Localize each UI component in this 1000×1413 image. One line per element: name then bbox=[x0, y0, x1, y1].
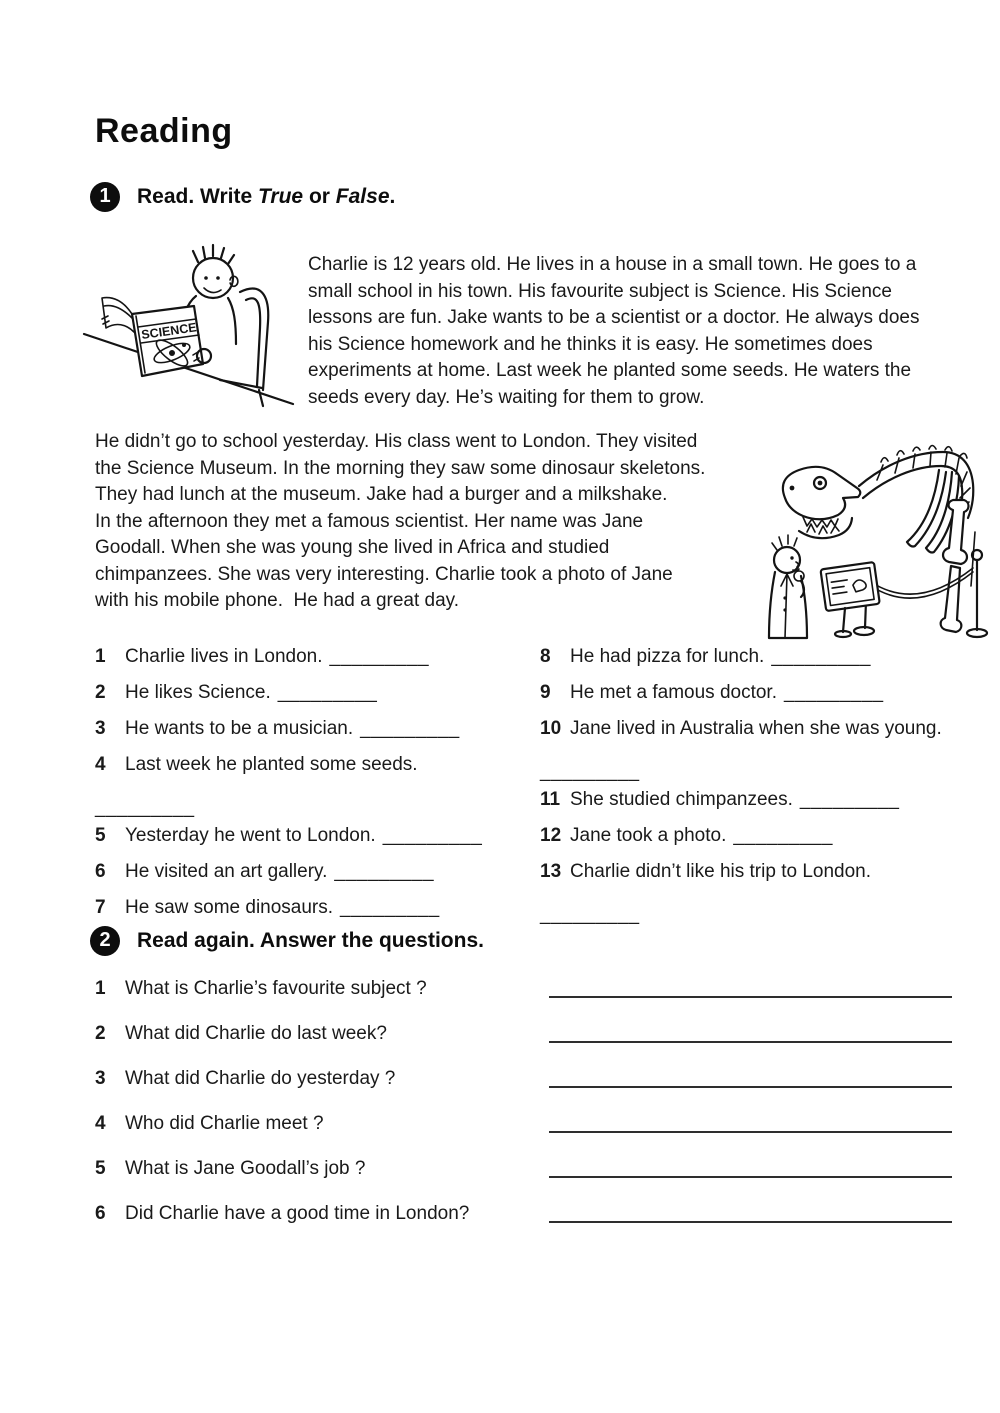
passage-line: his Science homework and he thinks it is easy. He sometimes does bbox=[308, 333, 873, 355]
page-title: Reading bbox=[95, 112, 233, 150]
question-row-4 bbox=[95, 1113, 952, 1135]
question-row-1 bbox=[95, 978, 952, 1000]
true-false-list-right bbox=[540, 646, 970, 932]
passage-line: They had lunch at the museum. Jake had a burger and a milkshake. bbox=[95, 484, 668, 505]
answer-line[interactable] bbox=[549, 1023, 952, 1043]
answer-blank[interactable]: _________ bbox=[540, 761, 640, 782]
science-book bbox=[102, 298, 211, 376]
tf-item-4 bbox=[95, 754, 540, 819]
item-number: 13 bbox=[540, 861, 562, 882]
question-number: 5 bbox=[95, 1158, 106, 1179]
item-text: He visited an art gallery. bbox=[125, 861, 328, 882]
item-number: 10 bbox=[540, 718, 562, 739]
passage-line: Goodall. When she was young she lived in Africa and studied bbox=[95, 537, 610, 558]
answer-blank[interactable]: _________ bbox=[784, 682, 884, 703]
answer-blank[interactable]: _________ bbox=[733, 825, 833, 846]
dinosaur-museum-illustration bbox=[765, 436, 995, 641]
exercise2-header bbox=[90, 926, 484, 956]
item-text: Last week he planted some seeds. bbox=[125, 754, 418, 775]
instruction-part: Read. Write bbox=[137, 185, 258, 208]
answer-blank[interactable]: _________ bbox=[95, 797, 195, 818]
passage-2 bbox=[95, 429, 705, 615]
tf-item-3 bbox=[95, 718, 540, 740]
answer-blank[interactable]: _________ bbox=[540, 904, 640, 925]
passage-line: lessons are fun. Jake wants to be a scientist or a doctor. He always does bbox=[308, 307, 920, 328]
item-number: 6 bbox=[95, 861, 106, 882]
tf-item-12 bbox=[540, 825, 970, 847]
passage-line: small school in his town. His favourite subject is Science. His Science bbox=[308, 280, 892, 302]
answer-line[interactable] bbox=[549, 1068, 952, 1088]
tf-item-11 bbox=[540, 789, 970, 811]
tf-item-6 bbox=[95, 861, 540, 883]
passage-line: chimpanzees. She was very interesting. Charlie took a photo of Jane bbox=[95, 563, 673, 585]
item-text: Jane lived in Australia when she was young. bbox=[570, 718, 942, 739]
tf-item-7 bbox=[95, 897, 540, 919]
question-row-2 bbox=[95, 1023, 952, 1045]
question-number: 1 bbox=[95, 978, 106, 999]
dinosaur-skull bbox=[783, 467, 860, 538]
question-text: What is Jane Goodall’s job ? bbox=[125, 1158, 366, 1179]
item-number: 5 bbox=[95, 825, 106, 846]
tf-item-1 bbox=[95, 646, 540, 668]
answer-line[interactable] bbox=[549, 978, 952, 998]
exercise1-instruction bbox=[137, 185, 395, 209]
passage-line: the Science Museum. In the morning they saw some dinosaur skeletons. bbox=[95, 457, 706, 479]
item-text: He met a famous doctor. bbox=[570, 682, 777, 703]
question-number: 3 bbox=[95, 1068, 106, 1089]
tf-item-2 bbox=[95, 682, 540, 704]
tf-item-5 bbox=[95, 825, 540, 847]
item-number: 4 bbox=[95, 754, 106, 775]
item-number: 9 bbox=[540, 682, 551, 703]
answer-line[interactable] bbox=[549, 1158, 952, 1178]
instruction-part: or bbox=[303, 185, 336, 208]
exercise1-number-badge: 1 bbox=[90, 182, 120, 212]
item-text: He had pizza for lunch. bbox=[570, 646, 765, 667]
tf-item-9 bbox=[540, 682, 970, 704]
answer-blank[interactable]: _________ bbox=[334, 861, 435, 882]
passage-line: seeds every day. He’s waiting for them to grow. bbox=[308, 386, 705, 408]
item-text: Charlie didn’t like his trip to London. bbox=[570, 861, 872, 882]
question-text: What did Charlie do yesterday ? bbox=[125, 1068, 396, 1089]
answer-line[interactable] bbox=[549, 1113, 952, 1133]
passage-line: He didn’t go to school yesterday. His class went to London. They visited bbox=[95, 431, 698, 452]
question-row-5 bbox=[95, 1158, 952, 1180]
tf-item-8 bbox=[540, 646, 970, 668]
item-text: He wants to be a musician. bbox=[125, 718, 354, 739]
passage-line: experiments at home. Last week he planted some seeds. He waters the bbox=[308, 360, 912, 381]
answer-blank[interactable]: _________ bbox=[799, 789, 900, 810]
question-text: What did Charlie do last week? bbox=[125, 1023, 387, 1044]
exercise2-instruction: Read again. Answer the questions. bbox=[137, 929, 484, 952]
item-number: 1 bbox=[95, 646, 106, 667]
item-text: He saw some dinosaurs. bbox=[125, 897, 334, 918]
answer-blank[interactable]: _________ bbox=[382, 825, 483, 846]
item-text: Charlie lives in London. bbox=[125, 646, 323, 667]
dinosaur-leg bbox=[941, 500, 975, 632]
tf-item-13 bbox=[540, 861, 970, 926]
question-row-6 bbox=[95, 1203, 952, 1225]
question-number: 6 bbox=[95, 1203, 106, 1224]
answer-blank[interactable]: _________ bbox=[329, 646, 430, 667]
instruction-false-word: False bbox=[335, 185, 390, 208]
answer-blank[interactable]: _________ bbox=[771, 646, 871, 667]
question-text: What is Charlie’s favourite subject ? bbox=[125, 978, 427, 999]
exercise1-header bbox=[90, 182, 395, 212]
item-number: 3 bbox=[95, 718, 106, 739]
item-number: 2 bbox=[95, 682, 106, 703]
item-text: Yesterday he went to London. bbox=[125, 825, 376, 846]
info-sign bbox=[820, 562, 879, 611]
passage-1 bbox=[308, 252, 920, 411]
answer-line[interactable] bbox=[549, 1203, 952, 1223]
question-text: Who did Charlie meet ? bbox=[125, 1113, 324, 1134]
question-text: Did Charlie have a good time in London? bbox=[125, 1203, 470, 1224]
true-false-list-left bbox=[95, 646, 540, 933]
instruction-true-word: True bbox=[257, 185, 304, 208]
item-text: He likes Science. bbox=[125, 682, 271, 703]
passage-line: with his mobile phone. He had a great day. bbox=[95, 590, 460, 611]
item-text: She studied chimpanzees. bbox=[570, 789, 793, 810]
question-number: 2 bbox=[95, 1023, 106, 1044]
visitor-person bbox=[769, 535, 807, 638]
item-number: 11 bbox=[540, 789, 561, 810]
passage-line: In the afternoon they met a famous scientist. Her name was Jane bbox=[95, 510, 644, 532]
boy-reading-illustration bbox=[80, 240, 298, 420]
tf-item-10 bbox=[540, 718, 970, 783]
item-number: 8 bbox=[540, 646, 551, 667]
answer-blank[interactable]: _________ bbox=[360, 718, 460, 739]
passage-line: Charlie is 12 years old. He lives in a house in a small town. He goes to a bbox=[308, 254, 917, 275]
question-row-3 bbox=[95, 1068, 952, 1090]
science-book-label: SCIENCE bbox=[140, 320, 198, 342]
item-text: Jane took a photo. bbox=[570, 825, 727, 846]
question-number: 4 bbox=[95, 1113, 106, 1134]
answer-blank[interactable]: _________ bbox=[340, 897, 440, 918]
exercise2-number-badge: 2 bbox=[90, 926, 120, 956]
item-number: 12 bbox=[540, 825, 562, 846]
item-number: 7 bbox=[95, 897, 106, 918]
answer-blank[interactable]: _________ bbox=[277, 682, 378, 703]
instruction-part: . bbox=[389, 185, 396, 208]
